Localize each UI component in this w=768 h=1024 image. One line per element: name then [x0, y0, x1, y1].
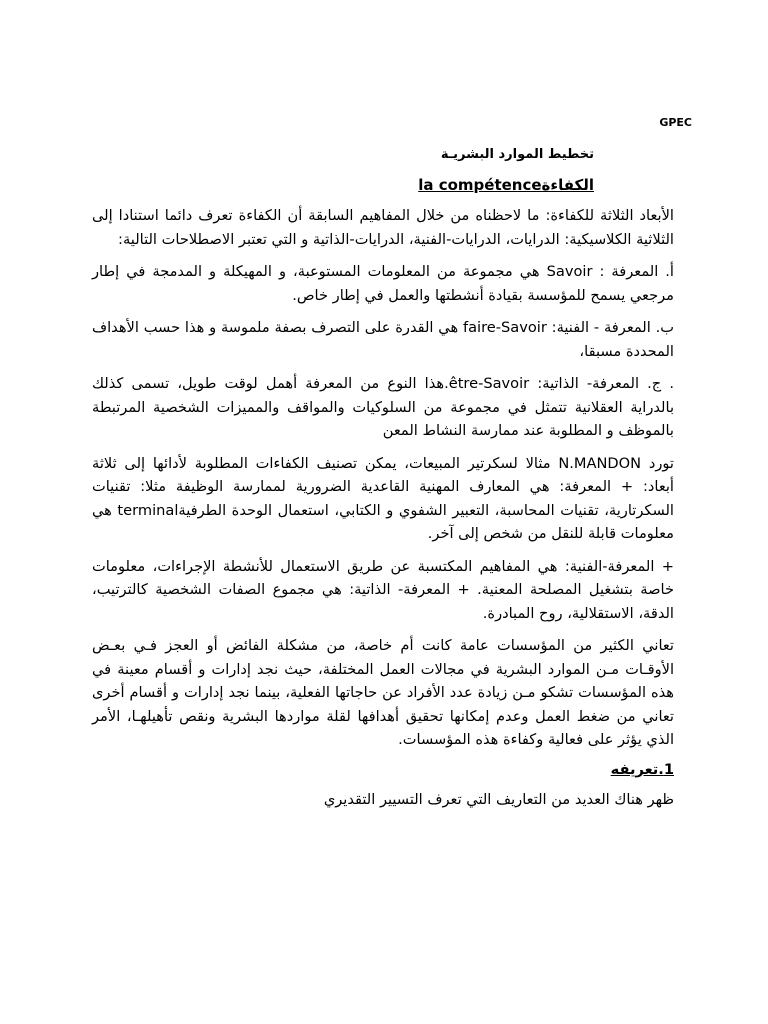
paragraph-technical-knowledge: + المعرفة-الفنية: هي المفاهيم المكتسبة عن طريق الاستعمال للأنشطة الإجراءات، معلومات خاصة بتشغيل المصلحة المعنية. + المعرفة- الذاتية: هي مجموع الصفات الشخصية كالترتيب، الدقة، الاستقلالية، روح المبادرة. — [92, 557, 674, 622]
document-subtitle: تخطيط الموارد البشريـة — [440, 147, 594, 162]
document-code: GPEC — [659, 116, 692, 129]
paragraph-mandon-example: تورد N.MANDON مثالا لسكرتير المبيعات، يمكن تصنيف الكفاءات المطلوبة لأدائها إلى ثلاثة أبعاد: + المعرفة: هي المعارف المهنية القاعدية الضرورية لممارسة الوظيفة مثلا: تقنيات السكرتارية، تقنيات المحاسبة، التعبير الشفوي و الكتابي، استعمال الوحدة الطرفيةterminal هي معلومات قابلة للنقل من شخص إلى آخر. — [92, 454, 674, 542]
paragraph-savoir-faire: ب. المعرفة - الفنية: faire-Savoir هي القدرة على التصرف بصفة ملموسة و هذا حسب الأهداف المحددة مسبقا، — [92, 319, 674, 360]
paragraph-dimensions: الأبعاد الثلاثة للكفاءة: ما لاحظناه من خلال المفاهيم السابقة أن الكفاءة تعرف دائما استنادا إلى الثلاثية الكلاسيكية: الدرايات، الدرايات-الفنية، الدرايات-الذاتية و التي تعتبر الاصطلاحات التالية: — [92, 207, 674, 248]
section-text: ظهر هناك العديد من التعاريف التي تعرف التسيير التقديري — [323, 790, 674, 808]
section-title: 1.تعريفه — [610, 760, 674, 778]
document-heading: الكفاءةla compétence — [418, 176, 594, 194]
paragraph-savoir: أ. المعرفة : Savoir هي مجموعة من المعلومات المستوعبة، و المهيكلة و المدمجة في إطار مرجعي يسمح للمؤسسة بقيادة أنشطتها والعمل في إطار خاص. — [92, 263, 674, 304]
paragraph-surplus-deficit: تعاني الكثير من المؤسسات عامة كانت أم خاصة، من مشكلة الفائض أو العجز فـي بعـض الأوقـات مـن الموارد البشرية في مجالات العمل المختلفة، حيث نجد إدارات و أقسام معينة في هذه المؤسسات تشكو مـن زيادة عدد الأفراد عن حاجاتها الفعلية، بينما نجد إدارات و أقسام أخرى تعاني من ضغط العمل وعدم إمكانها تحقيق أهدافها لقلة مواردها البشرية ونقص تأهيلهـا، الأمر الذي يؤثر على فعالية وكفاءة هذه المؤسسات. — [92, 637, 674, 748]
paragraph-savoir-etre: . ج. المعرفة- الذاتية: être-Savoir.هذا النوع من المعرفة أهمل لوقت طويل، تسمى كذلك بالدراية العقلانية تتمثل في مجموعة من السلوكيات والمواقف والمميزات الشخصية المرتبطة بالموظف و المطلوبة عند ممارسة النشاط المعن — [92, 375, 674, 439]
